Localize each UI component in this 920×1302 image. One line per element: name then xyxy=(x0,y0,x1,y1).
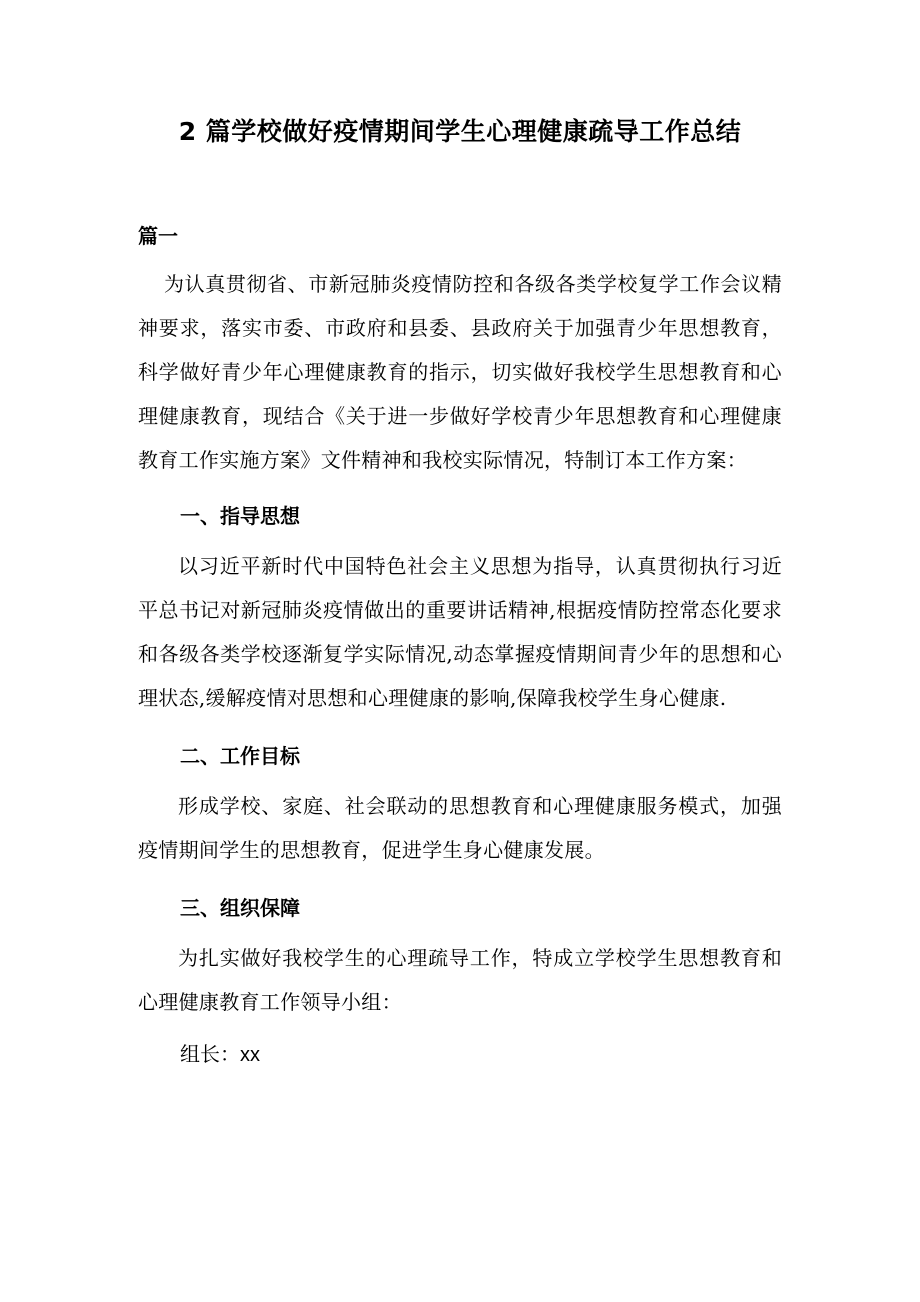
section-text-organization: 为扎实做好我校学生的心理疏导工作，特成立学校学生思想教育和心理健康教育工作领导小组： xyxy=(138,946,782,1014)
document-title: 2 篇学校做好疫情期间学生心理健康疏导工作总结 xyxy=(178,117,742,146)
section-heading-guiding-ideology: 一、指导思想 xyxy=(180,504,300,528)
part-label: 篇一 xyxy=(138,224,178,248)
intro-paragraph: 为认真贯彻省、市新冠肺炎疫情防控和各级各类学校复学工作会议精神要求，落实市委、市政府和县委、县政府关于加强青少年思想教育，科学做好青少年心理健康教育的指示，切实做好我校学生思想教育和心理健康教育，现结合《关于进一步做好学校青少年思想教育和心理健康教育工作实施方案》文件精神和我校实际情况，特制订本工作方案： xyxy=(138,272,782,472)
document-body xyxy=(138,262,782,1077)
section-text-guiding-ideology: 以习近平新时代中国特色社会主义思想为指导，认真贯彻执行习近平总书记对新冠肺炎疫情做出的重要讲话精神,根据疫情防控常态化要求和各级各类学校逐渐复学实际情况,动态掌握疫情期间青少年的思想和心理状态,缓解疫情对思想和心理健康的影响,保障我校学生身心健康. xyxy=(138,554,782,710)
section-heading-work-goals: 二、工作目标 xyxy=(180,744,300,768)
leader-label: 组长： xyxy=(180,1042,240,1066)
leader-value: xx xyxy=(240,1044,260,1066)
leader-line xyxy=(138,1032,782,1077)
section-text-work-goals: 形成学校、家庭、社会联动的思想教育和心理健康服务模式，加强疫情期间学生的思想教育，促进学生身心健康发展。 xyxy=(138,794,782,862)
section-heading-organization: 三、组织保障 xyxy=(180,896,300,920)
